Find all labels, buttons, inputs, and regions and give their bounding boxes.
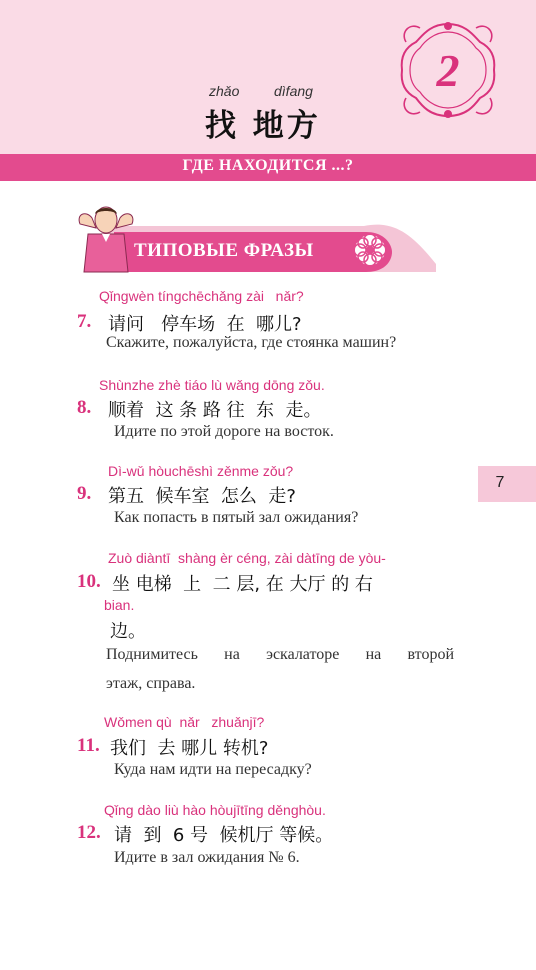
phrase-chinese-continued: 边。 xyxy=(110,621,146,642)
phrase-number: 9. xyxy=(77,483,92,504)
phrase-translation-line-1: Поднимитесь на эскалаторе на второй xyxy=(106,646,454,663)
phrase-number: 12. xyxy=(77,822,101,843)
page-title: 找 地方 xyxy=(205,108,321,144)
phrase-chinese: 坐 电梯 上 二 层, 在 大厅 的 右 xyxy=(112,574,373,595)
phrase-chinese: 请 到 6 号 候机厅 等候。 xyxy=(114,825,334,846)
flower-icon xyxy=(354,234,386,266)
phrase-pinyin: Zuò diàntī shàng èr céng, zài dàtīng de yòu- xyxy=(108,550,386,566)
chapter-number: 2 xyxy=(436,45,460,96)
title-pinyin-1: zhǎo xyxy=(209,83,240,99)
phrase-translation: Идите в зал ожидания № 6. xyxy=(114,849,300,866)
phrase-number: 10. xyxy=(77,571,101,592)
phrase-chinese: 我们 去 哪儿 转机? xyxy=(110,738,269,759)
phrase-chinese: 第五 候车室 怎么 走? xyxy=(108,486,296,507)
phrase-number: 11. xyxy=(77,735,100,756)
page-number: 7 xyxy=(495,474,505,491)
title-pinyin-2: dìfang xyxy=(274,83,313,99)
phrase-chinese: 顺着 这 条 路 往 东 走。 xyxy=(108,400,322,421)
person-illustration xyxy=(79,207,133,272)
phrase-translation-line-2: этаж, справа. xyxy=(106,675,196,692)
page-subtitle: ГДЕ НАХОДИТСЯ ...? xyxy=(182,157,354,174)
phrase-translation: Скажите, пожалуйста, где стоянка машин? xyxy=(106,334,397,351)
phrase-translation: Куда нам идти на пересадку? xyxy=(114,761,312,778)
phrase-pinyin: Wǒmen qù nǎr zhuǎnjī? xyxy=(104,714,265,730)
section-heading: ТИПОВЫЕ ФРАЗЫ xyxy=(134,240,314,261)
phrase-translation: Как попасть в пятый зал ожидания? xyxy=(114,509,359,526)
phrase-pinyin: Shùnzhe zhè tiáo lù wǎng dōng zǒu. xyxy=(99,377,325,393)
phrase-number: 8. xyxy=(77,397,92,418)
phrase-chinese: 请问 停车场 在 哪儿? xyxy=(108,314,302,335)
chapter-emblem xyxy=(396,18,500,122)
phrase-pinyin-continued: bian. xyxy=(104,597,135,613)
phrase-pinyin: Qǐng dào liù hào hòujītīng děnghòu. xyxy=(104,802,326,818)
phrase-translation: Идите по этой дороге на восток. xyxy=(114,423,334,440)
phrase-pinyin: Dì-wǔ hòuchēshì zěnme zǒu? xyxy=(108,463,294,479)
phrase-pinyin: Qǐngwèn tíngchēchǎng zài nǎr? xyxy=(99,288,304,304)
phrase-number: 7. xyxy=(77,311,92,332)
